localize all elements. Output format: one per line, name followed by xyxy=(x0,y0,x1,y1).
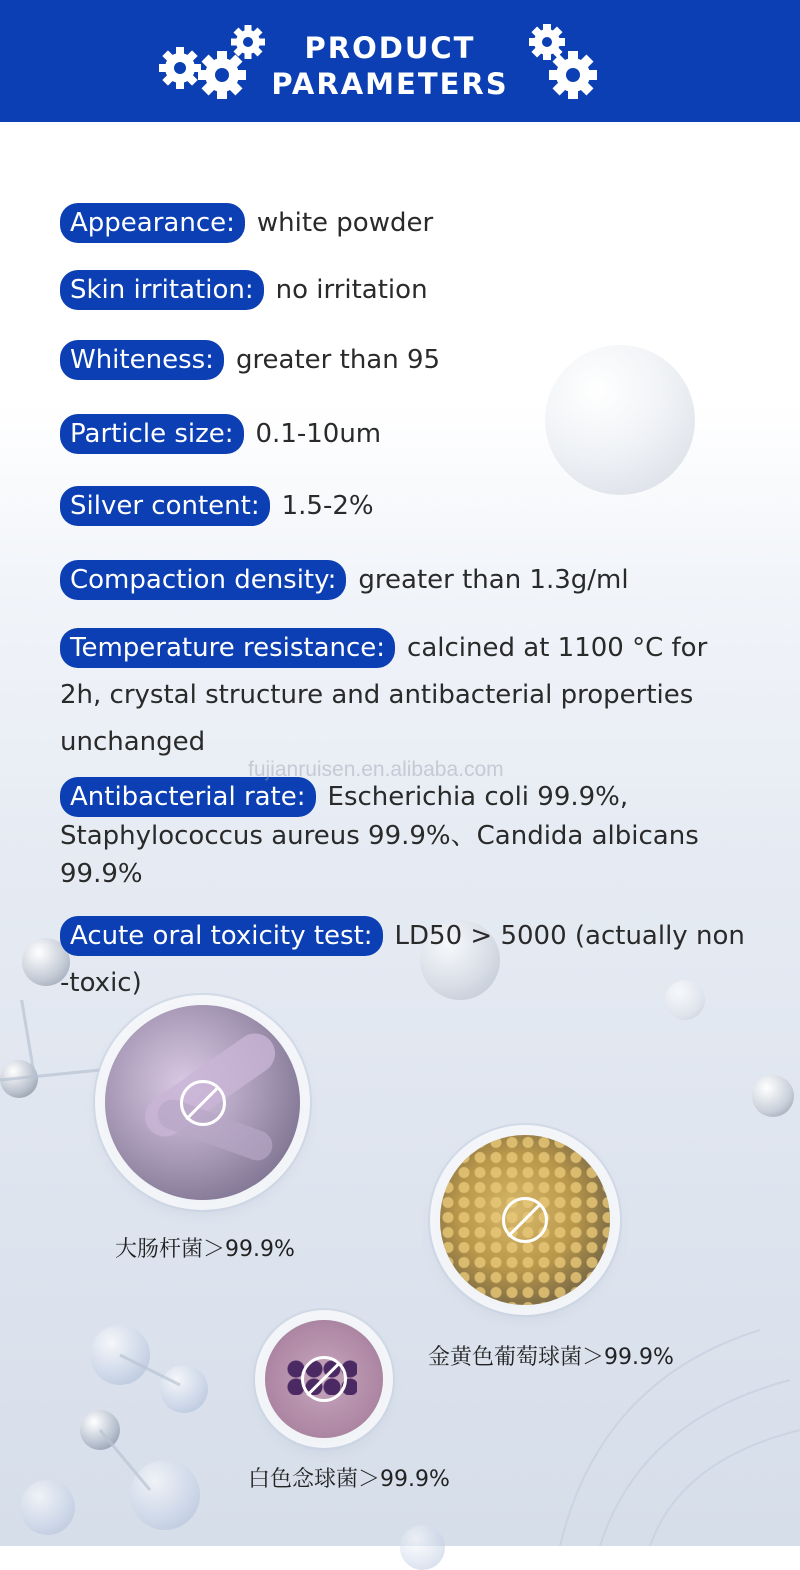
param-temperature-resistance xyxy=(60,625,750,766)
page-title xyxy=(240,30,540,102)
gear-icon xyxy=(525,20,605,105)
param-silver-content xyxy=(60,483,750,530)
param-label: Silver content: xyxy=(60,486,270,526)
param-particle-size xyxy=(60,411,750,458)
param-value: greater than 95 xyxy=(235,345,441,375)
param-label: Whiteness: xyxy=(60,340,224,380)
param-appearance xyxy=(60,200,750,247)
candida-image xyxy=(265,1320,383,1438)
staphylococcus-image xyxy=(440,1135,610,1305)
param-label: Antibacterial rate: xyxy=(60,777,316,817)
param-value: greater than 1.3g/ml xyxy=(358,565,629,595)
prohibited-icon xyxy=(301,1356,347,1402)
title-line-2: PARAMETERS xyxy=(271,67,509,101)
param-value: Escherichia coli 99.9%, Staphylococcus aureus 99.9%、Candida albicans 99.9% xyxy=(60,782,699,889)
param-label: Appearance: xyxy=(60,203,245,243)
param-whiteness xyxy=(60,337,750,384)
param-label: Skin irritation: xyxy=(60,270,264,310)
prohibited-icon xyxy=(502,1197,548,1243)
header-banner xyxy=(0,0,800,122)
param-label: Temperature resistance: xyxy=(60,628,395,668)
caption-candida: 白色念球菌＞99.9% xyxy=(248,1467,450,1492)
title-line-1: PRODUCT xyxy=(304,31,476,65)
param-value: calcined at 1100 °C for 2h, crystal structure and antibacterial properties unchanged xyxy=(60,633,708,757)
param-compaction-density xyxy=(60,557,750,604)
param-value: 1.5-2% xyxy=(281,491,374,521)
param-label: Acute oral toxicity test: xyxy=(60,916,383,956)
param-value: no irritation xyxy=(275,275,428,305)
caption-staphylococcus: 金黄色葡萄球菌＞99.9% xyxy=(428,1345,674,1370)
prohibited-icon xyxy=(180,1080,226,1126)
param-label: Compaction density: xyxy=(60,560,346,600)
param-value: 0.1-10um xyxy=(255,419,382,449)
param-skin-irritation xyxy=(60,267,750,314)
param-acute-oral-toxicity xyxy=(60,913,750,1007)
caption-e-coli: 大肠杆菌＞99.9% xyxy=(115,1237,295,1262)
param-value: white powder xyxy=(256,208,434,238)
param-antibacterial-rate xyxy=(60,777,750,893)
param-value: LD50 > 5000 (actually non -toxic) xyxy=(60,921,745,998)
e-coli-image xyxy=(105,1005,300,1200)
watermark: fujianruisen.en.alibaba.com xyxy=(248,758,504,781)
param-label: Particle size: xyxy=(60,414,244,454)
